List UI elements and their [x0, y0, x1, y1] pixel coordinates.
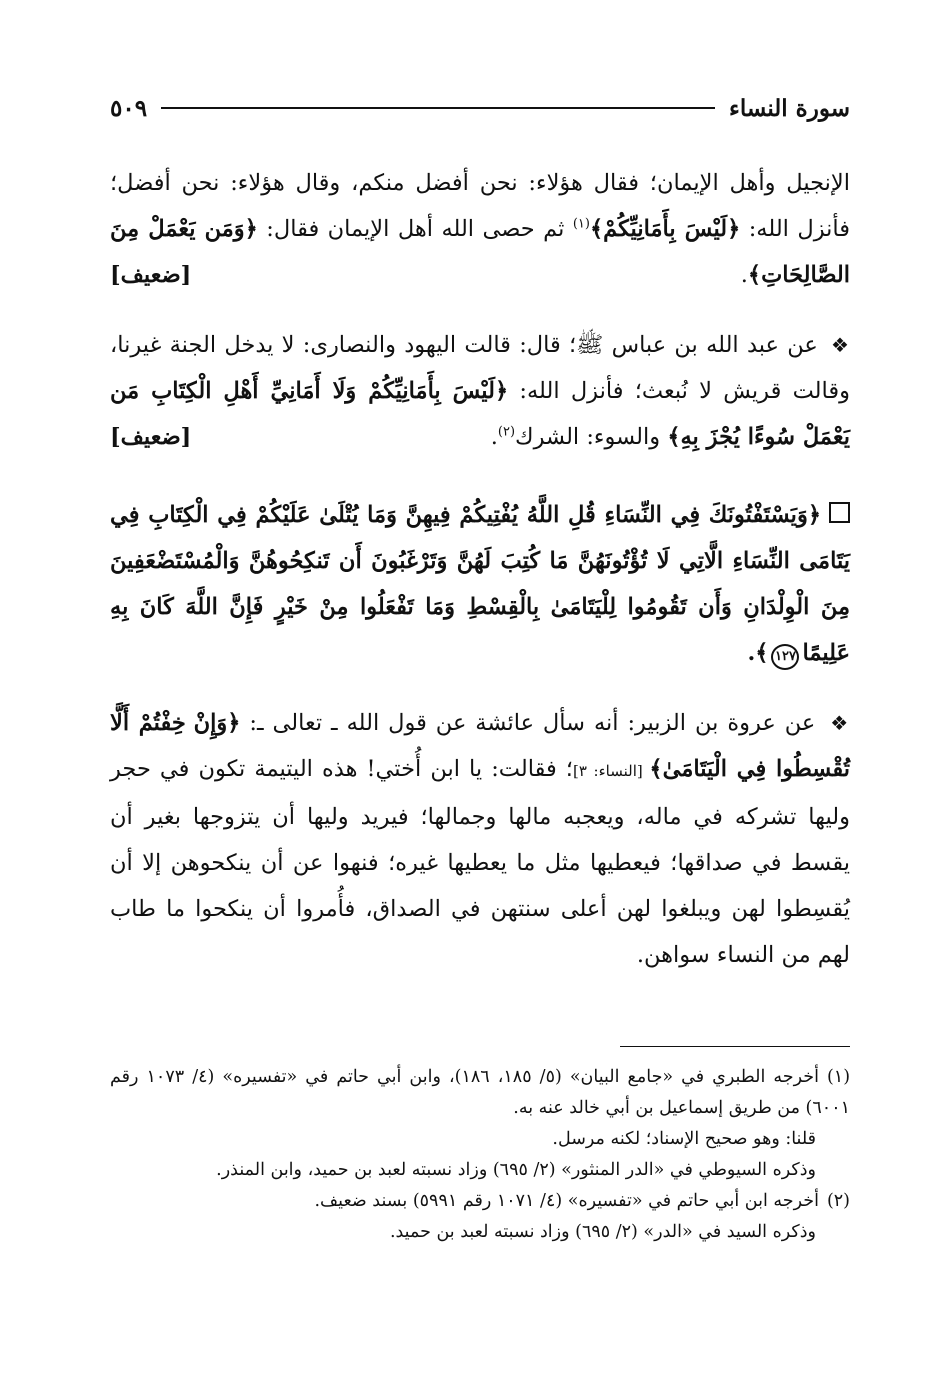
grade-label: [ضعيف] — [110, 262, 192, 288]
paragraph-1-text-3: . — [740, 262, 748, 288]
diamond-marker-icon: ❖ — [830, 711, 850, 735]
main-text — [110, 160, 850, 978]
paragraph-1-text: الإنجيل وأهل الإيمان؛ فقال هؤلاء: نحن أفضل منكم، وقال هؤلاء: نحن أفضل؛ فأنزل الله: — [110, 170, 851, 242]
footnote-2-line-2: وذكره السيد في «الدر» (٢/ ٦٩٥) وزاد نسبته لعبد بن حميد. — [389, 1222, 816, 1242]
footnote-2 — [110, 1186, 850, 1217]
paragraph-1 — [110, 160, 850, 298]
paragraph-2 — [110, 322, 850, 460]
verse-quote: ﴿لَيْسَ بِأَمَانِيِّكُمْ﴾ — [589, 216, 741, 242]
footnote-divider — [620, 1046, 850, 1047]
diamond-marker-icon: ❖ — [830, 333, 850, 357]
verse-reference: [النساء: ٣] — [572, 762, 650, 780]
verse-quote: ﴿وَإِنْ خِفْتُمْ أَلَّا تُقْسِطُوا فِي الْيَتَامَىٰ﴾ — [110, 710, 850, 782]
paragraph-2-text: عن عبد الله بن عباس ﷺ؛ قال: قالت اليهود والنصارى: لا يدخل الجنة غيرنا، وقالت قريش لا نُبعث؛ فأنزل الله: — [110, 332, 850, 404]
paragraph-2-text-2: والسوء: الشرك — [515, 424, 668, 450]
footnote-number: (٢) — [826, 1191, 850, 1211]
surah-title: سورة النساء — [729, 94, 850, 122]
verse-block — [110, 492, 850, 676]
header-rule — [161, 107, 715, 109]
footnote-ref-1: (١) — [572, 216, 590, 232]
footnote-ref-2: (٢) — [497, 424, 516, 440]
verse-text: ﴿وَيَسْتَفْتُونَكَ فِي النِّسَاءِ قُلِ اللَّهُ يُفْتِيكُمْ فِيهِنَّ وَمَا يُتْلَىٰ عَلَيْكُمْ فِي الْكِتَابِ فِي يَتَامَى النِّسَاءِ الَّاتِي لَا تُؤْتُونَهُنَّ مَا كُتِبَ لَهُنَّ وَتَرْغَبُونَ أَن تَنكِحُوهُنَّ وَالْمُسْتَضْعَفِينَ مِنَ الْوِلْدَانِ وَأَن تَقُومُوا لِلْيَتَامَىٰ بِالْقِسْطِ وَمَا تَفْعَلُوا مِنْ خَيْرٍ فَإِنَّ اللَّهَ كَانَ بِهِ عَلِيمًا — [110, 502, 850, 666]
paragraph-2-text-3: . — [490, 424, 498, 450]
ayah-number-icon: ١٢٧ — [771, 644, 799, 670]
page-number: ٥٠٩ — [110, 94, 148, 122]
footnote-1-line-3: وذكره السيوطي في «الدر المنثور» (٢/ ٦٩٥) وزاد نسبته لعبد بن حميد، وابن المنذر. — [216, 1160, 816, 1180]
grade-label: [ضعيف] — [110, 424, 192, 450]
footnote-text: أخرجه ابن أبي حاتم في «تفسيره» (٤/ ١٠٧١ رقم ٥٩٩١) بسند ضعيف. — [314, 1191, 819, 1211]
square-marker-icon — [829, 502, 850, 523]
paragraph-4-text: عن عروة بن الزبير: أنه سأل عائشة عن قول الله ـ تعالى ـ: — [240, 710, 825, 736]
footnotes — [110, 1062, 850, 1248]
page-header — [110, 86, 850, 130]
verse-quote: ﴿لَيْسَ بِأَمَانِيِّكُمْ وَلَا أَمَانِيِّ أَهْلِ الْكِتَابِ مَن يَعْمَلْ سُوءًا يُجْزَ بِهِ﴾ — [110, 378, 850, 450]
verse-quote: ﴿وَمَن يَعْمَلْ مِنَ الصَّالِحَاتِ﴾ — [110, 216, 850, 288]
paragraph-4-text-2: ؛ فقالت: يا ابن أُختي! هذه اليتيمة تكون في حجر وليها تشركه في ماله، ويعجبه مالها وجمالها؛ فيريد وليها أن يتزوجها بغير أن يقسط في صداقها؛ فيعطيها مثل ما يعطيها غيره؛ فنهوا عن أن ينكحوهن إلا أن يُقسِطوا لهن ويبلغوا لهن أعلى سنتهن في الصداق، فأُمروا أن ينكحوا ما طاب لهم من النساء سواهن. — [110, 756, 850, 968]
paragraph-1-text-2: ثم حصى الله أهل الإيمان فقال: — [257, 216, 573, 242]
footnote-1 — [110, 1062, 850, 1124]
footnote-text: أخرجه الطبري في «جامع البيان» (٥/ ١٨٥، ١٨٦)، وابن أبي حاتم في «تفسيره» (٤/ ١٠٧٣ رقم ٦٠٠١) من طريق إسماعيل بن أبي خالد عنه به. — [110, 1067, 850, 1118]
footnote-number: (١) — [826, 1067, 851, 1087]
footnote-1-line-2: قلنا: وهو صحيح الإسناد؛ لكنه مرسل. — [552, 1129, 816, 1149]
paragraph-4 — [110, 700, 850, 978]
verse-end: ﴾. — [747, 640, 769, 666]
